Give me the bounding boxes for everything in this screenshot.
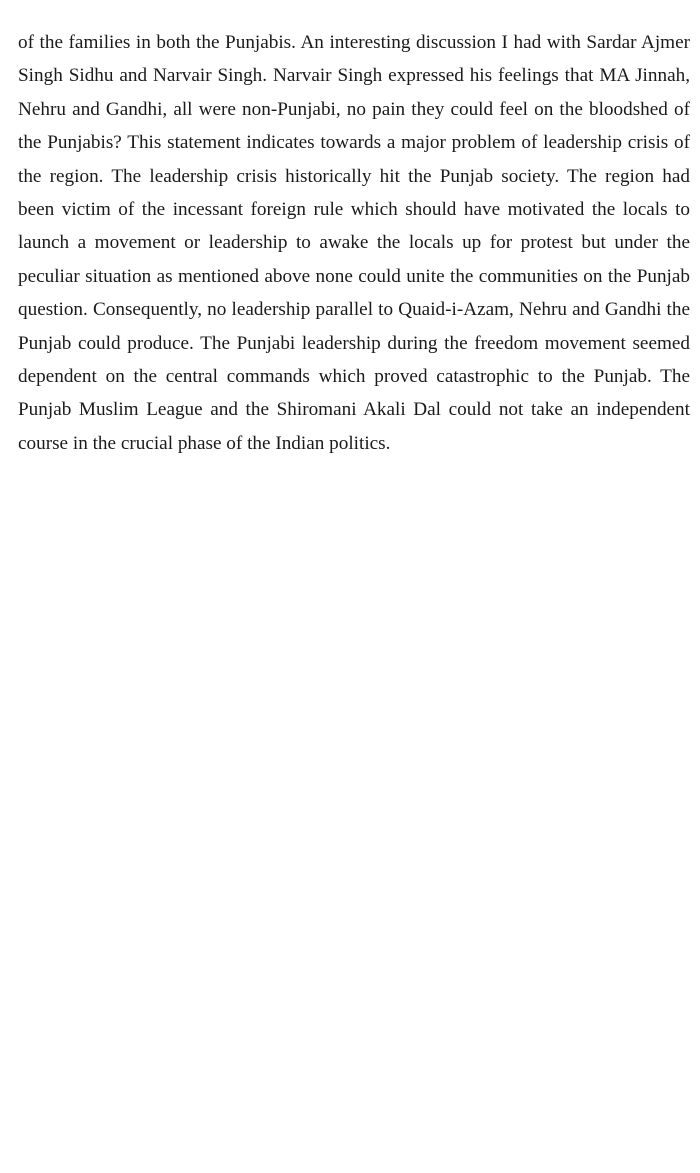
document-page [18, 26, 690, 460]
body-paragraph: of the families in both the Punjabis. An interesting discussion I had with Sardar Ajmer Singh Sidhu and Narvair Singh. Narvair Singh expressed his feelings that MA Jinnah, Nehru and Gandhi, all were non-Punjabi, no pain they could feel on the bloodshed of the Punjabis? This statement indicates towards a major problem of leadership crisis of the region. The leadership crisis historically hit the Punjab society. The region had been victim of the incessant foreign rule which should have motivated the locals to launch a movement or leadership to awake the locals up for protest but under the peculiar situation as mentioned above none could unite the communities on the Punjab question. Consequently, no leadership parallel to Quaid-i-Azam, Nehru and Gandhi the Punjab could produce. The Punjabi leadership during the freedom movement seemed dependent on the central commands which proved catastrophic to the Punjab. The Punjab Muslim League and the Shiromani Akali Dal could not take an independent course in the crucial phase of the Indian politics. [18, 32, 690, 454]
